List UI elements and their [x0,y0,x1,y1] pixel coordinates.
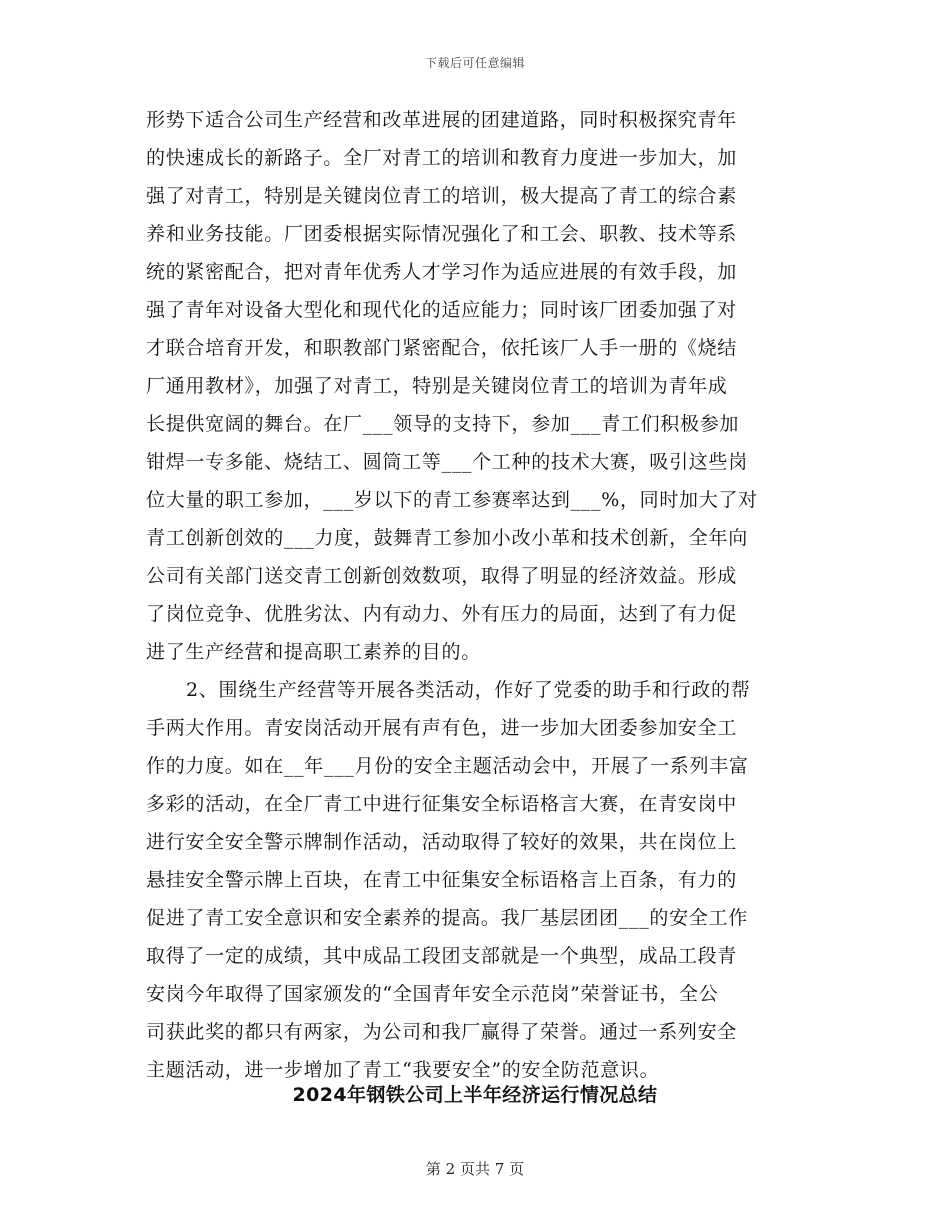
body-line: 悬挂安全警示牌上百块，在青工中征集安全标语格言上百条，有力的 [146,869,738,891]
body-line: 手两大作用。青安岗活动开展有声有色，进一步加大团委参加安全工 [146,717,738,739]
body-line: 司获此奖的都只有两家，为公司和我厂赢得了荣誉。通过一系列安全 [146,1021,738,1043]
body-line: 才联合培育开发，和职教部门紧密配合，依托该厂人手一册的《烧结 [146,337,738,359]
body-line: 青工创新创效的___力度，鼓舞青工参加小改小革和技术创新，全年向 [146,527,748,549]
body-line: 的快速成长的新路子。全厂对青工的培训和教育力度进一步加大，加 [146,147,738,169]
body-line: 公司有关部门送交青工创新创效数项，取得了明显的经济效益。形成 [146,565,738,587]
page-number-footer: 第 2 页共 7 页 [425,1160,525,1178]
body-line-paragraph-start: 2、围绕生产经营等开展各类活动，作好了党委的助手和行政的帮 [186,679,751,701]
body-line: 形势下适合公司生产经营和改革进展的团建道路，同时积极探究青年 [146,109,738,131]
body-line: 厂通用教材》，加强了对青工，特别是关键岗位青工的培训为青年成 [146,375,728,397]
body-line: 强了对青工，特别是关键岗位青工的培训，极大提高了青工的综合素 [146,185,738,207]
body-line: 主题活动，进一步增加了青工“我要安全”的安全防范意识。 [146,1059,660,1081]
body-line: 进了生产经营和提高职工素养的目的。 [146,641,481,663]
body-line: 钳焊一专多能、烧结工、圆筒工等___个工种的技术大赛，吸引这些岗 [146,451,748,473]
body-line: 多彩的活动，在全厂青工中进行征集安全标语格言大赛，在青安岗中 [146,793,738,815]
body-line: 统的紧密配合，把对青年优秀人才学习作为适应进展的有效手段，加 [146,261,738,283]
body-line: 安岗今年取得了国家颁发的“全国青年安全示范岗”荣誉证书，全公 [146,983,719,1005]
page-header: 下载后可任意编辑 [424,56,525,70]
body-line: 强了青年对设备大型化和现代化的适应能力；同时该厂团委加强了对 [146,299,738,321]
section-title: 2024年钢铁公司上半年经济运行情况总结 [292,1084,658,1106]
body-line: 进行安全安全警示牌制作活动，活动取得了较好的效果，共在岗位上 [146,831,738,853]
body-line: 作的力度。如在__年___月份的安全主题活动会中，开展了一系列丰富 [146,755,749,777]
body-line: 取得了一定的成绩，其中成品工段团支部就是一个典型，成品工段青 [146,945,738,967]
body-line: 长提供宽阔的舞台。在厂___领导的支持下，参加___青工们积极参加 [146,413,740,435]
body-line: 了岗位竞争、优胜劣汰、内有动力、外有压力的局面，达到了有力促 [146,603,738,625]
body-line: 位大量的职工参加，___岁以下的青工参赛率达到___%，同时加大了对 [146,489,758,511]
body-line: 促进了青工安全意识和安全素养的提高。我厂基层团团___的安全工作 [146,907,748,929]
body-line: 养和业务技能。厂团委根据实际情况强化了和工会、职教、技术等系 [146,223,738,245]
